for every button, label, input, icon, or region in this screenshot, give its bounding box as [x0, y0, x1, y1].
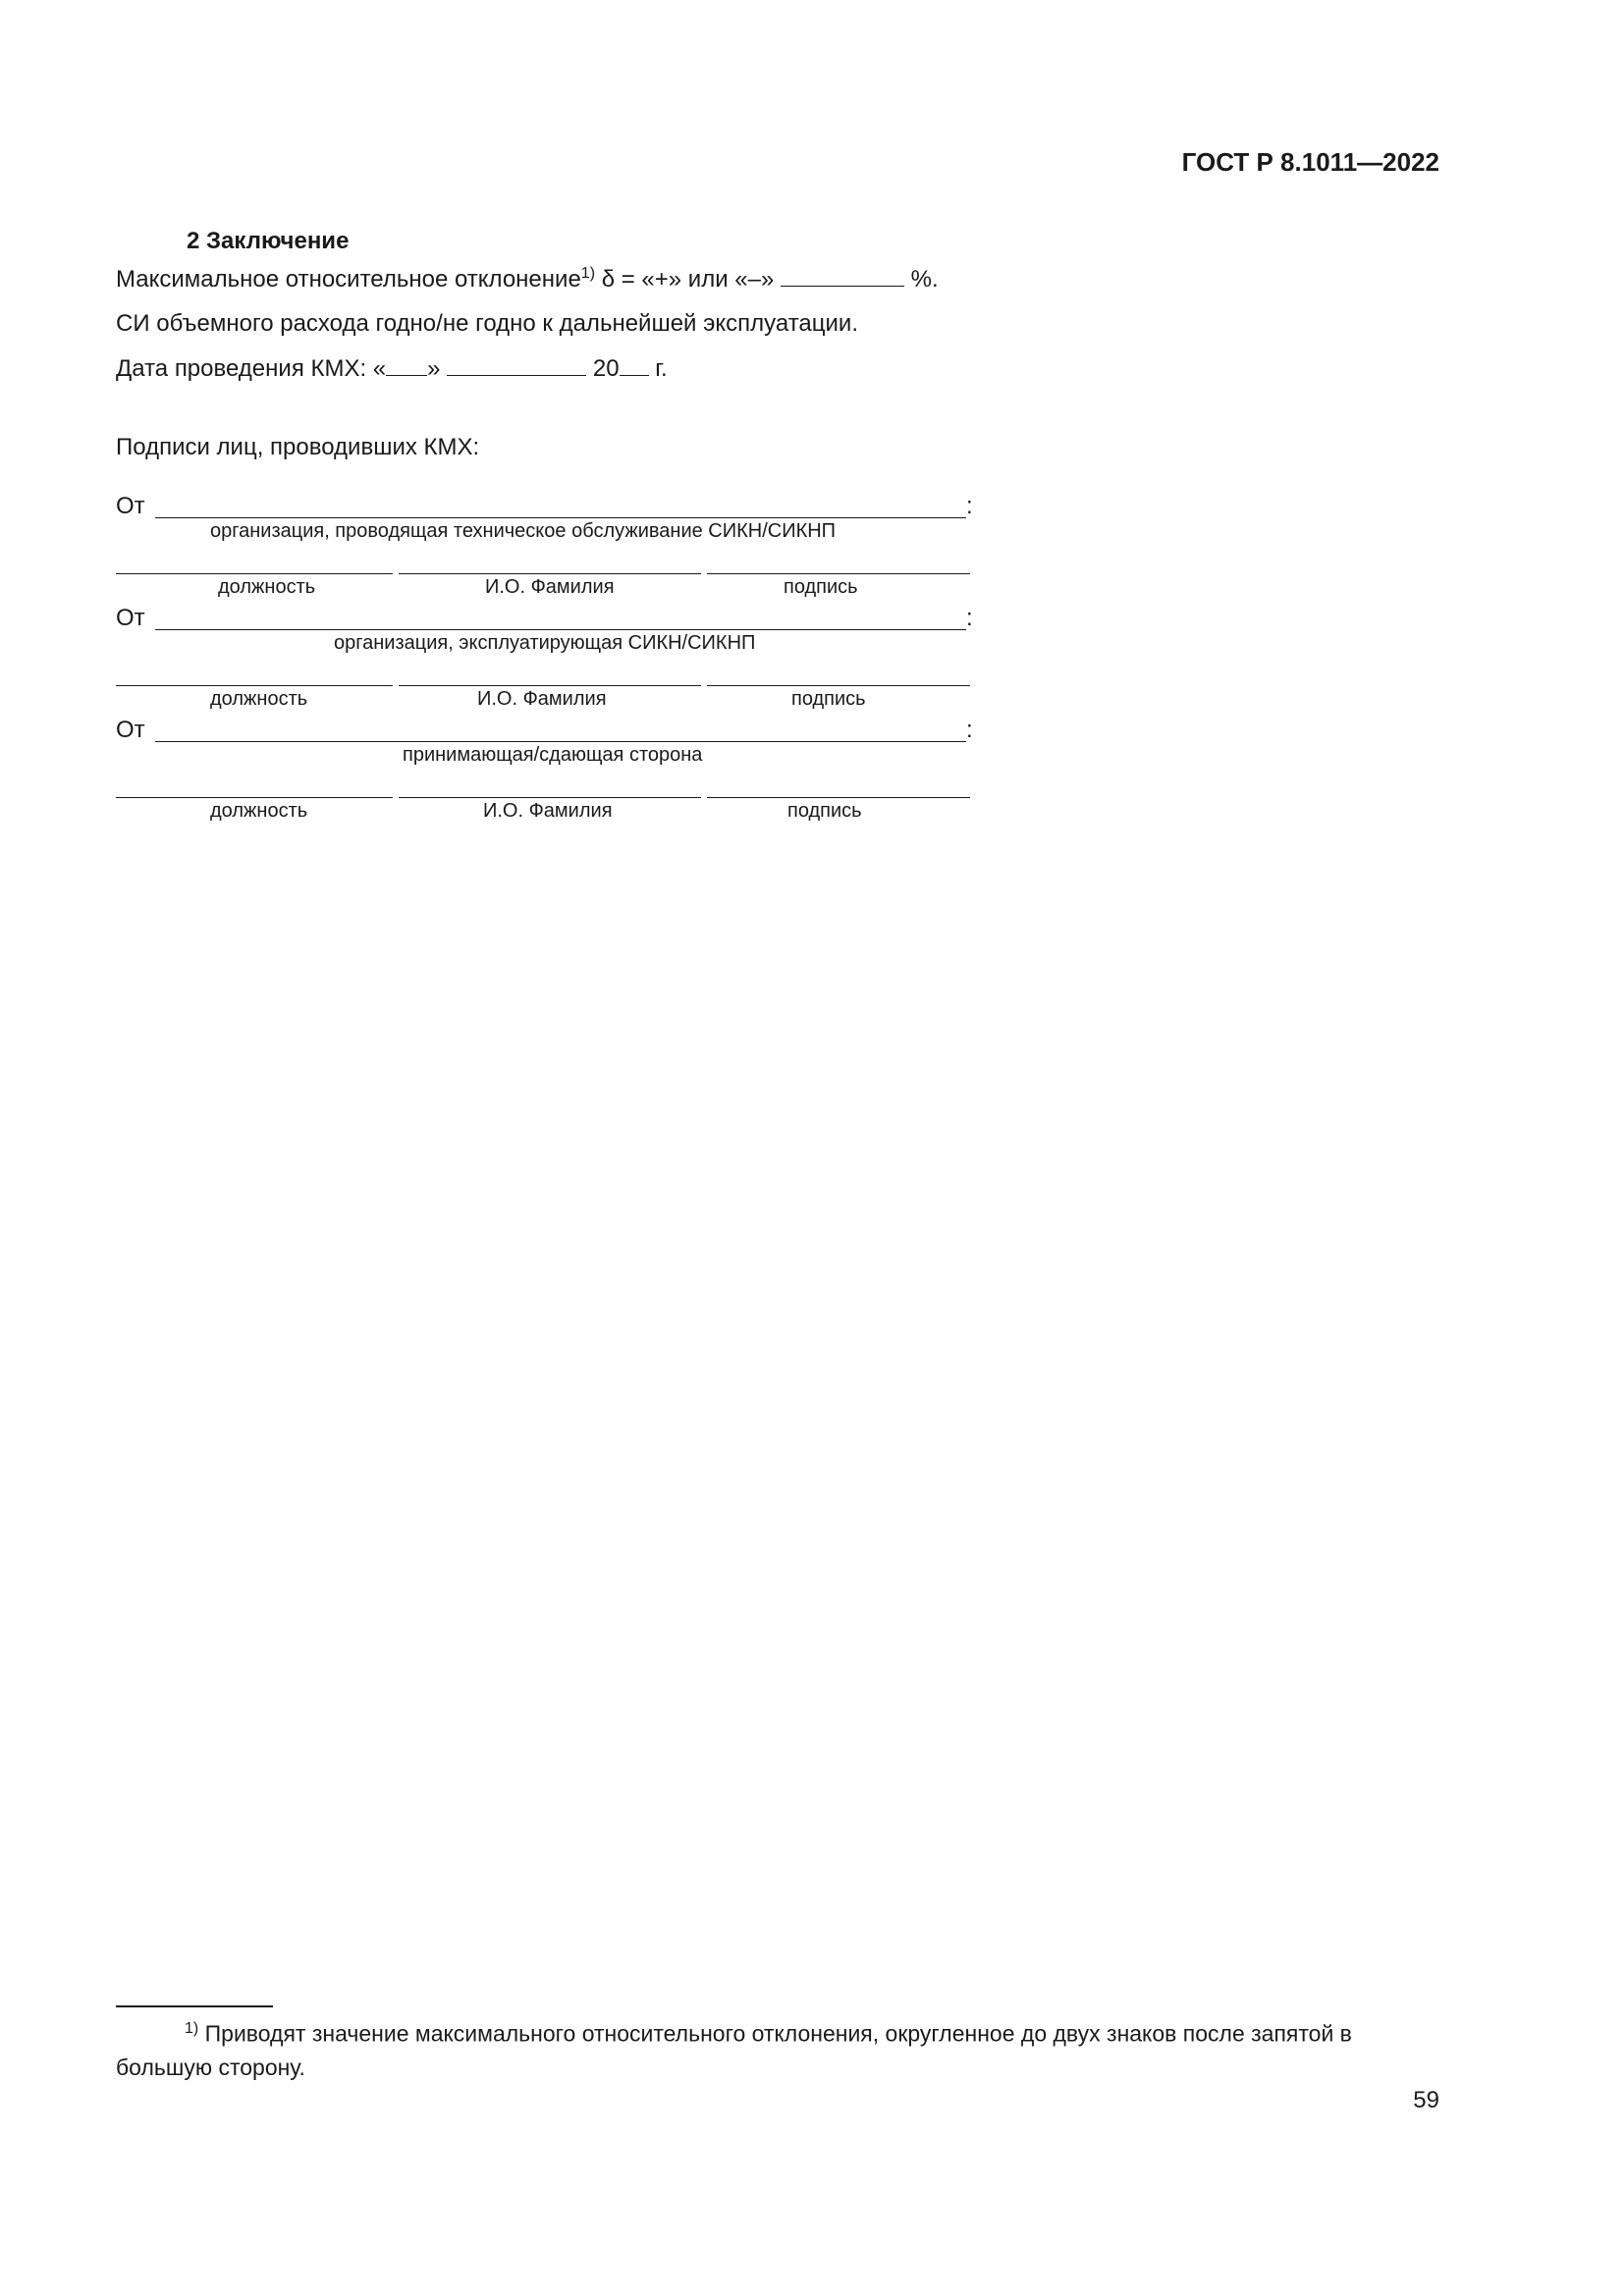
footnote: [116, 2012, 1447, 2084]
footnote-mark: 1): [185, 2020, 199, 2037]
signature-line[interactable]: [707, 797, 970, 798]
section-title: 2 Заключение: [187, 228, 350, 254]
org-line[interactable]: [155, 741, 966, 742]
deviation-value-blank[interactable]: [781, 285, 904, 287]
position-line[interactable]: [116, 685, 393, 686]
date-year-prefix: 20: [592, 355, 620, 382]
standard-code: ГОСТ Р 8.1011—2022: [1181, 147, 1439, 177]
name-caption: И.О. Фамилия: [477, 688, 607, 710]
signature-caption: подпись: [787, 800, 862, 822]
position-caption: должность: [210, 688, 308, 710]
org-caption: организация, эксплуатирующая СИКН/СИКНП: [334, 632, 756, 654]
footnote-ref[interactable]: 1): [580, 265, 596, 282]
position-line[interactable]: [116, 797, 393, 798]
org-line-colon: :: [966, 493, 973, 519]
org-caption: организация, проводящая техническое обслуживание СИКН/СИКНП: [210, 520, 837, 542]
name-caption: И.О. Фамилия: [483, 800, 613, 822]
date-year-blank[interactable]: [620, 374, 649, 376]
deviation-line: [116, 265, 939, 294]
footnote-text: Приводят значение максимального относительного отклонения, округленное до двух знаков после запятой в большую сторону.: [116, 2020, 1352, 2080]
org-line[interactable]: [155, 629, 966, 630]
org-caption: принимающая/сдающая сторона: [403, 744, 703, 766]
signature-caption: подпись: [791, 688, 866, 710]
position-line[interactable]: [116, 573, 393, 574]
date-close-quote: »: [427, 355, 441, 382]
deviation-prefix: Максимальное относительное отклонение: [116, 266, 581, 293]
org-line[interactable]: [155, 517, 966, 518]
signature-line[interactable]: [707, 685, 970, 686]
footnote-rule: [116, 2005, 273, 2007]
verdict-line: СИ объемного расхода годно/не годно к дальнейшей эксплуатации.: [116, 310, 858, 337]
name-line[interactable]: [399, 685, 701, 686]
date-day-blank[interactable]: [386, 374, 427, 376]
signature-caption: подпись: [784, 576, 858, 598]
from-label: От: [116, 605, 145, 631]
name-line[interactable]: [399, 797, 701, 798]
date-month-blank[interactable]: [447, 374, 586, 376]
signature-line[interactable]: [707, 573, 970, 574]
date-year-suffix: г.: [655, 355, 668, 382]
name-line[interactable]: [399, 573, 701, 574]
from-label: От: [116, 493, 145, 519]
date-line: [116, 355, 668, 383]
date-prefix: Дата проведения КМХ: «: [116, 355, 387, 382]
page-number: 59: [1413, 2087, 1439, 2113]
signatures-heading: Подписи лиц, проводивших КМХ:: [116, 434, 480, 460]
deviation-formula: δ = «+» или «–»: [601, 266, 775, 293]
org-line-colon: :: [966, 605, 973, 631]
name-caption: И.О. Фамилия: [485, 576, 615, 598]
from-label: От: [116, 717, 145, 743]
deviation-unit: %.: [910, 266, 939, 293]
position-caption: должность: [210, 800, 308, 822]
position-caption: должность: [218, 576, 316, 598]
org-line-colon: :: [966, 717, 973, 743]
